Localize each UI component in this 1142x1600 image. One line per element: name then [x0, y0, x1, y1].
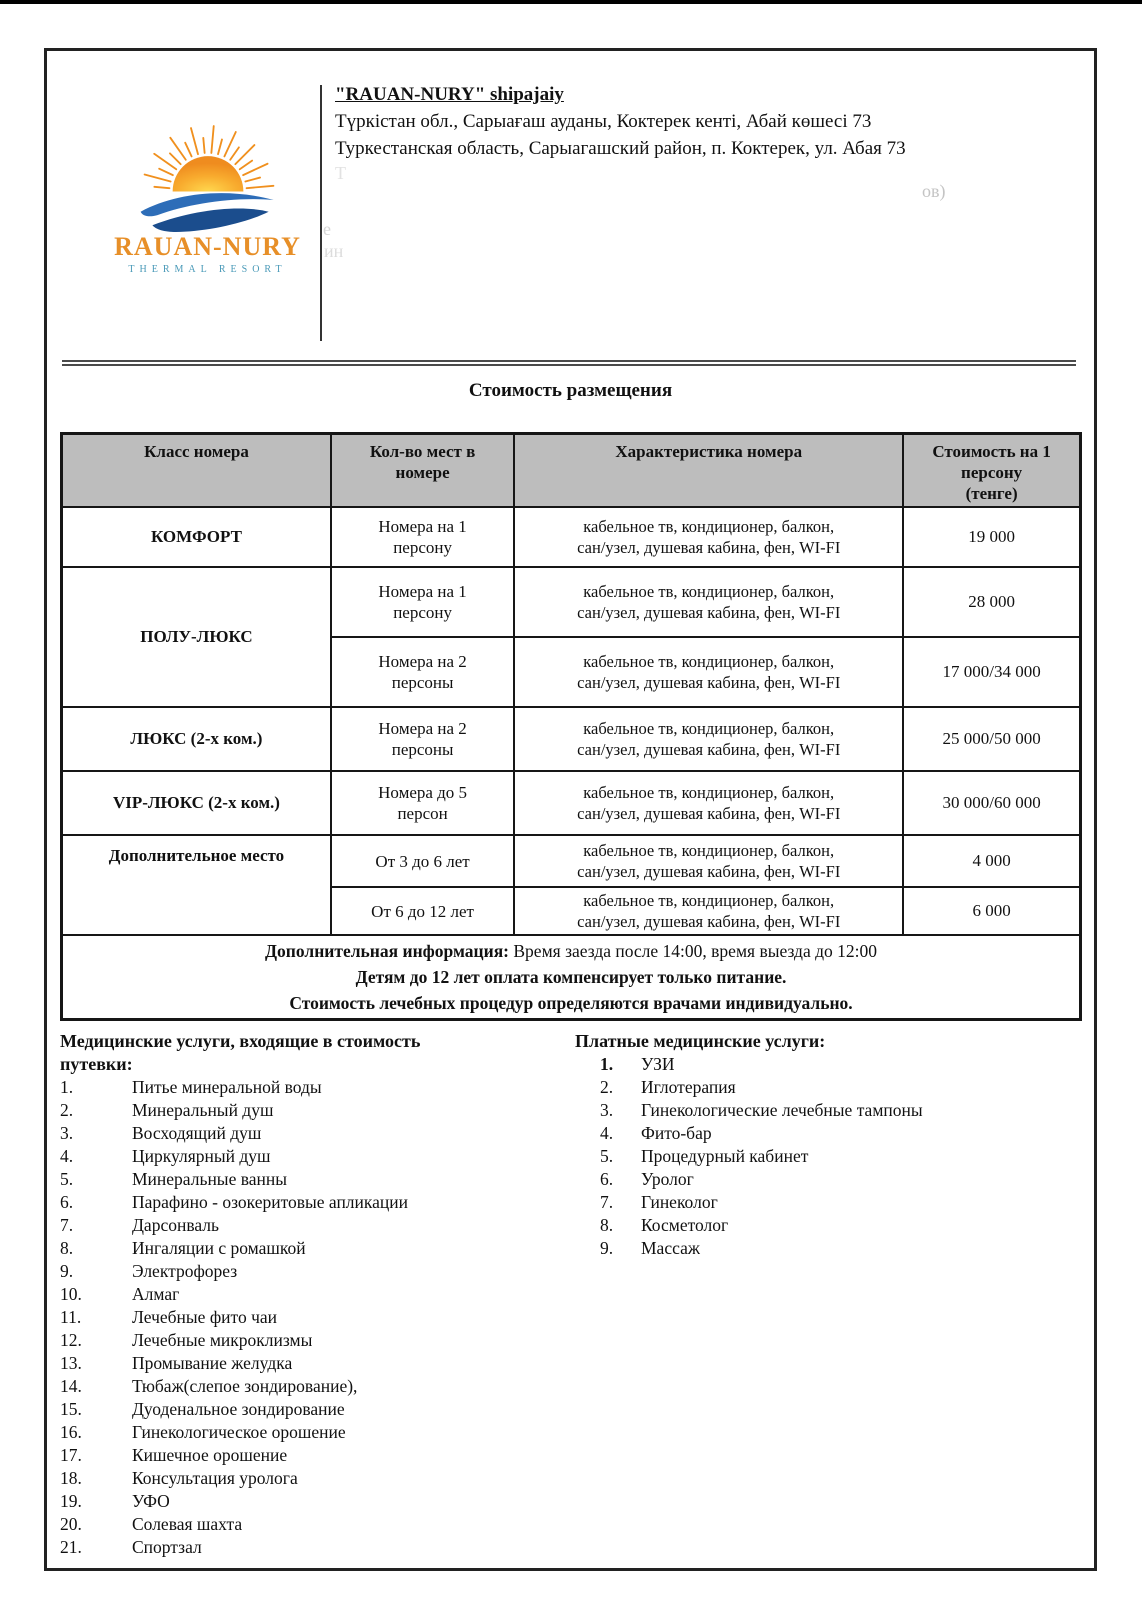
list-item — [60, 1122, 575, 1145]
item-text: Процедурный кабинет — [641, 1146, 809, 1166]
item-number: 8. — [60, 1238, 74, 1258]
list-item — [575, 1145, 1094, 1168]
item-text: Гинеколог — [641, 1192, 718, 1212]
section-divider-line — [62, 360, 1076, 366]
item-text: УЗИ — [641, 1054, 675, 1074]
item-number: 16. — [60, 1422, 82, 1442]
item-number: 4. — [60, 1146, 74, 1166]
capacity-cell: Номера на 2 персоны — [331, 707, 514, 771]
pricing-table — [60, 432, 1082, 1021]
item-number: 4. — [600, 1123, 614, 1143]
capacity-cell: Номера на 1 персону — [331, 567, 514, 637]
price-cell: 28 000 — [903, 567, 1080, 637]
list-item — [60, 1099, 575, 1122]
list-item — [60, 1306, 575, 1329]
list-item — [575, 1122, 1094, 1145]
list-item — [60, 1329, 575, 1352]
list-item — [575, 1099, 1094, 1122]
section-title: Стоимость размещения — [468, 380, 673, 401]
list-item — [60, 1513, 575, 1536]
item-number: 20. — [60, 1514, 82, 1534]
item-text: Тюбаж(слепое зондирование), — [132, 1376, 358, 1396]
resort-logo — [95, 109, 320, 275]
item-text: Косметолог — [641, 1215, 729, 1235]
header-room-class: Класс номера — [62, 434, 331, 508]
item-number: 9. — [600, 1238, 614, 1258]
list-item — [60, 1283, 575, 1306]
item-number: 5. — [60, 1169, 74, 1189]
features-cell: кабельное тв, кондиционер, балкон, сан/узел, душевая кабина, фен, WI-FI — [514, 707, 903, 771]
scan-artifact-top-bar — [0, 0, 1142, 4]
features-cell: кабельное тв, кондиционер, балкон, сан/узел, душевая кабина, фен, WI-FI — [514, 637, 903, 707]
list-item — [60, 1444, 575, 1467]
item-text: Питье минеральной воды — [132, 1077, 322, 1097]
item-number: 11. — [60, 1307, 82, 1327]
item-text: Парафино - озокеритовые апликации — [132, 1192, 409, 1212]
list-item — [60, 1352, 575, 1375]
paid-services-heading: Платные медицинские услуги: — [575, 1031, 826, 1051]
item-text: Алмаг — [132, 1284, 180, 1304]
list-item — [60, 1398, 575, 1421]
price-cell: 17 000/34 000 — [903, 637, 1080, 707]
sun-waves-icon — [120, 109, 296, 237]
list-item — [575, 1214, 1094, 1237]
list-item — [575, 1237, 1094, 1260]
item-number: 10. — [60, 1284, 82, 1304]
item-number: 12. — [60, 1330, 82, 1350]
item-text: Спортзал — [132, 1537, 202, 1557]
item-text: Иглотерапия — [641, 1077, 736, 1097]
services-section — [60, 1030, 1094, 1559]
features-cell: кабельное тв, кондиционер, балкон, сан/узел, душевая кабина, фен, WI-FI — [514, 771, 903, 835]
list-item — [60, 1168, 575, 1191]
item-number: 5. — [600, 1146, 614, 1166]
features-cell: кабельное тв, кондиционер, балкон, сан/узел, душевая кабина, фен, WI-FI — [514, 507, 903, 567]
price-cell: 6 000 — [903, 887, 1080, 935]
company-name: "RAUAN-NURY" shipajaiy — [335, 84, 564, 105]
item-text: Электрофорез — [132, 1261, 238, 1281]
address-russian: Туркестанская область, Сарыагашский район, п. Коктерек, ул. Абая 73 — [335, 138, 906, 159]
address-kazakh: Түркістан обл., Сарыағаш ауданы, Коктерек кенті, Абай көшесі 73 — [335, 111, 872, 132]
table-row — [62, 835, 1081, 887]
features-cell: кабельное тв, кондиционер, балкон, сан/узел, душевая кабина, фен, WI-FI — [514, 835, 903, 887]
item-text: Массаж — [641, 1238, 700, 1258]
list-item — [60, 1076, 575, 1099]
item-text: Циркулярный душ — [132, 1146, 271, 1166]
item-number: 6. — [600, 1169, 614, 1189]
item-number: 8. — [600, 1215, 614, 1235]
note-label: Дополнительная информация: — [265, 941, 509, 961]
item-number: 21. — [60, 1537, 82, 1557]
letterhead-vertical-divider — [320, 85, 322, 341]
capacity-cell: Номера до 5 персон — [331, 771, 514, 835]
list-item — [60, 1490, 575, 1513]
capacity-cell: Номера на 1 персону — [331, 507, 514, 567]
list-item — [60, 1421, 575, 1444]
list-item — [60, 1260, 575, 1283]
price-cell: 19 000 — [903, 507, 1080, 567]
price-cell: 4 000 — [903, 835, 1080, 887]
item-text: Минеральные ванны — [132, 1169, 287, 1189]
additional-info-cell — [62, 935, 1081, 1020]
item-number: 6. — [60, 1192, 74, 1212]
item-text: Дуоденальное зондирование — [132, 1399, 345, 1419]
faded-text-fragment: ов) — [922, 181, 946, 201]
included-services-heading: Медицинские услуги, входящие в стоимость — [60, 1031, 421, 1051]
faded-text-fragment: Т — [335, 163, 346, 183]
note-text: Время заезда после 14:00, время выезда до 12:00 — [509, 941, 877, 961]
table-row — [62, 567, 1081, 637]
table-note-row — [62, 935, 1081, 1020]
item-text: Лечебные фито чаи — [132, 1307, 277, 1327]
item-number: 19. — [60, 1491, 82, 1511]
item-number: 17. — [60, 1445, 82, 1465]
item-number: 18. — [60, 1468, 82, 1488]
logo-tagline: THERMAL RESORT — [128, 264, 287, 275]
faded-text-fragment: е — [323, 219, 331, 239]
header-price: Стоимость на 1 персону (тенге) — [903, 434, 1080, 508]
features-cell: кабельное тв, кондиционер, балкон, сан/узел, душевая кабина, фен, WI-FI — [514, 567, 903, 637]
list-item — [60, 1467, 575, 1490]
item-number: 7. — [600, 1192, 614, 1212]
item-number: 7. — [60, 1215, 74, 1235]
wave-dark-icon — [152, 208, 268, 231]
room-class-cell: КОМФОРТ — [62, 507, 331, 567]
item-text: Промывание желудка — [132, 1353, 293, 1373]
header-capacity: Кол-во мест в номере — [331, 434, 514, 508]
item-text: Лечебные микроклизмы — [132, 1330, 313, 1350]
item-text: Уролог — [641, 1169, 694, 1189]
header-features: Характеристика номера — [514, 434, 903, 508]
item-number: 3. — [600, 1100, 614, 1120]
table-row — [62, 771, 1081, 835]
price-cell: 30 000/60 000 — [903, 771, 1080, 835]
table-row — [62, 707, 1081, 771]
capacity-cell: От 6 до 12 лет — [331, 887, 514, 935]
item-text: Фито-бар — [641, 1123, 712, 1143]
list-item — [60, 1237, 575, 1260]
included-services-list — [60, 1030, 575, 1559]
item-text: Гинекологические лечебные тампоны — [641, 1100, 923, 1120]
included-services-heading-2: путевки: — [60, 1054, 133, 1074]
item-number: 15. — [60, 1399, 82, 1419]
capacity-cell: От 3 до 6 лет — [331, 835, 514, 887]
item-text: Солевая шахта — [132, 1514, 243, 1534]
item-number: 2. — [60, 1100, 74, 1120]
faded-text-fragment: ин — [324, 241, 344, 261]
list-item — [575, 1191, 1094, 1214]
item-text: Ингаляции с ромашкой — [132, 1238, 306, 1258]
list-item — [60, 1214, 575, 1237]
list-item — [575, 1168, 1094, 1191]
item-number: 9. — [60, 1261, 74, 1281]
list-item — [60, 1375, 575, 1398]
capacity-cell: Номера на 2 персоны — [331, 637, 514, 707]
item-number: 2. — [600, 1077, 614, 1097]
letterhead-text — [335, 81, 1075, 162]
item-text: Гинекологическое орошение — [132, 1422, 346, 1442]
room-class-cell: Дополнительное место — [62, 835, 331, 935]
room-class-cell: ЛЮКС (2-х ком.) — [62, 707, 331, 771]
table-header-row — [62, 434, 1081, 508]
note-line-1 — [63, 938, 1079, 964]
list-item — [60, 1145, 575, 1168]
list-item — [575, 1053, 1094, 1076]
paid-services-list — [575, 1030, 1094, 1559]
document-frame — [44, 48, 1097, 1571]
item-text: Минеральный душ — [132, 1100, 274, 1120]
item-number: 1. — [60, 1077, 74, 1097]
item-number: 14. — [60, 1376, 82, 1396]
note-line-2: Детям до 12 лет оплата компенсирует только питание. — [355, 967, 787, 987]
item-text: УФО — [132, 1491, 170, 1511]
table-row — [62, 507, 1081, 567]
logo-wordmark: RAUAN-NURY — [114, 232, 301, 261]
item-text: Кишечное орошение — [132, 1445, 288, 1465]
room-class-cell: VIP-ЛЮКС (2-х ком.) — [62, 771, 331, 835]
item-number: 3. — [60, 1123, 74, 1143]
letterhead-area — [47, 51, 1094, 360]
price-cell: 25 000/50 000 — [903, 707, 1080, 771]
list-item — [60, 1536, 575, 1559]
item-text: Консультация уролога — [132, 1468, 298, 1488]
features-cell: кабельное тв, кондиционер, балкон, сан/узел, душевая кабина, фен, WI-FI — [514, 887, 903, 935]
item-text: Дарсонваль — [132, 1215, 220, 1235]
room-class-cell: ПОЛУ-ЛЮКС — [62, 567, 331, 707]
item-text: Восходящий душ — [132, 1123, 262, 1143]
item-number: 1. — [600, 1054, 614, 1074]
item-number: 13. — [60, 1353, 82, 1373]
list-item — [575, 1076, 1094, 1099]
list-item — [60, 1191, 575, 1214]
sun-icon — [172, 156, 243, 191]
note-line-3: Стоимость лечебных процедур определяются врачами индивидуально. — [289, 993, 853, 1013]
